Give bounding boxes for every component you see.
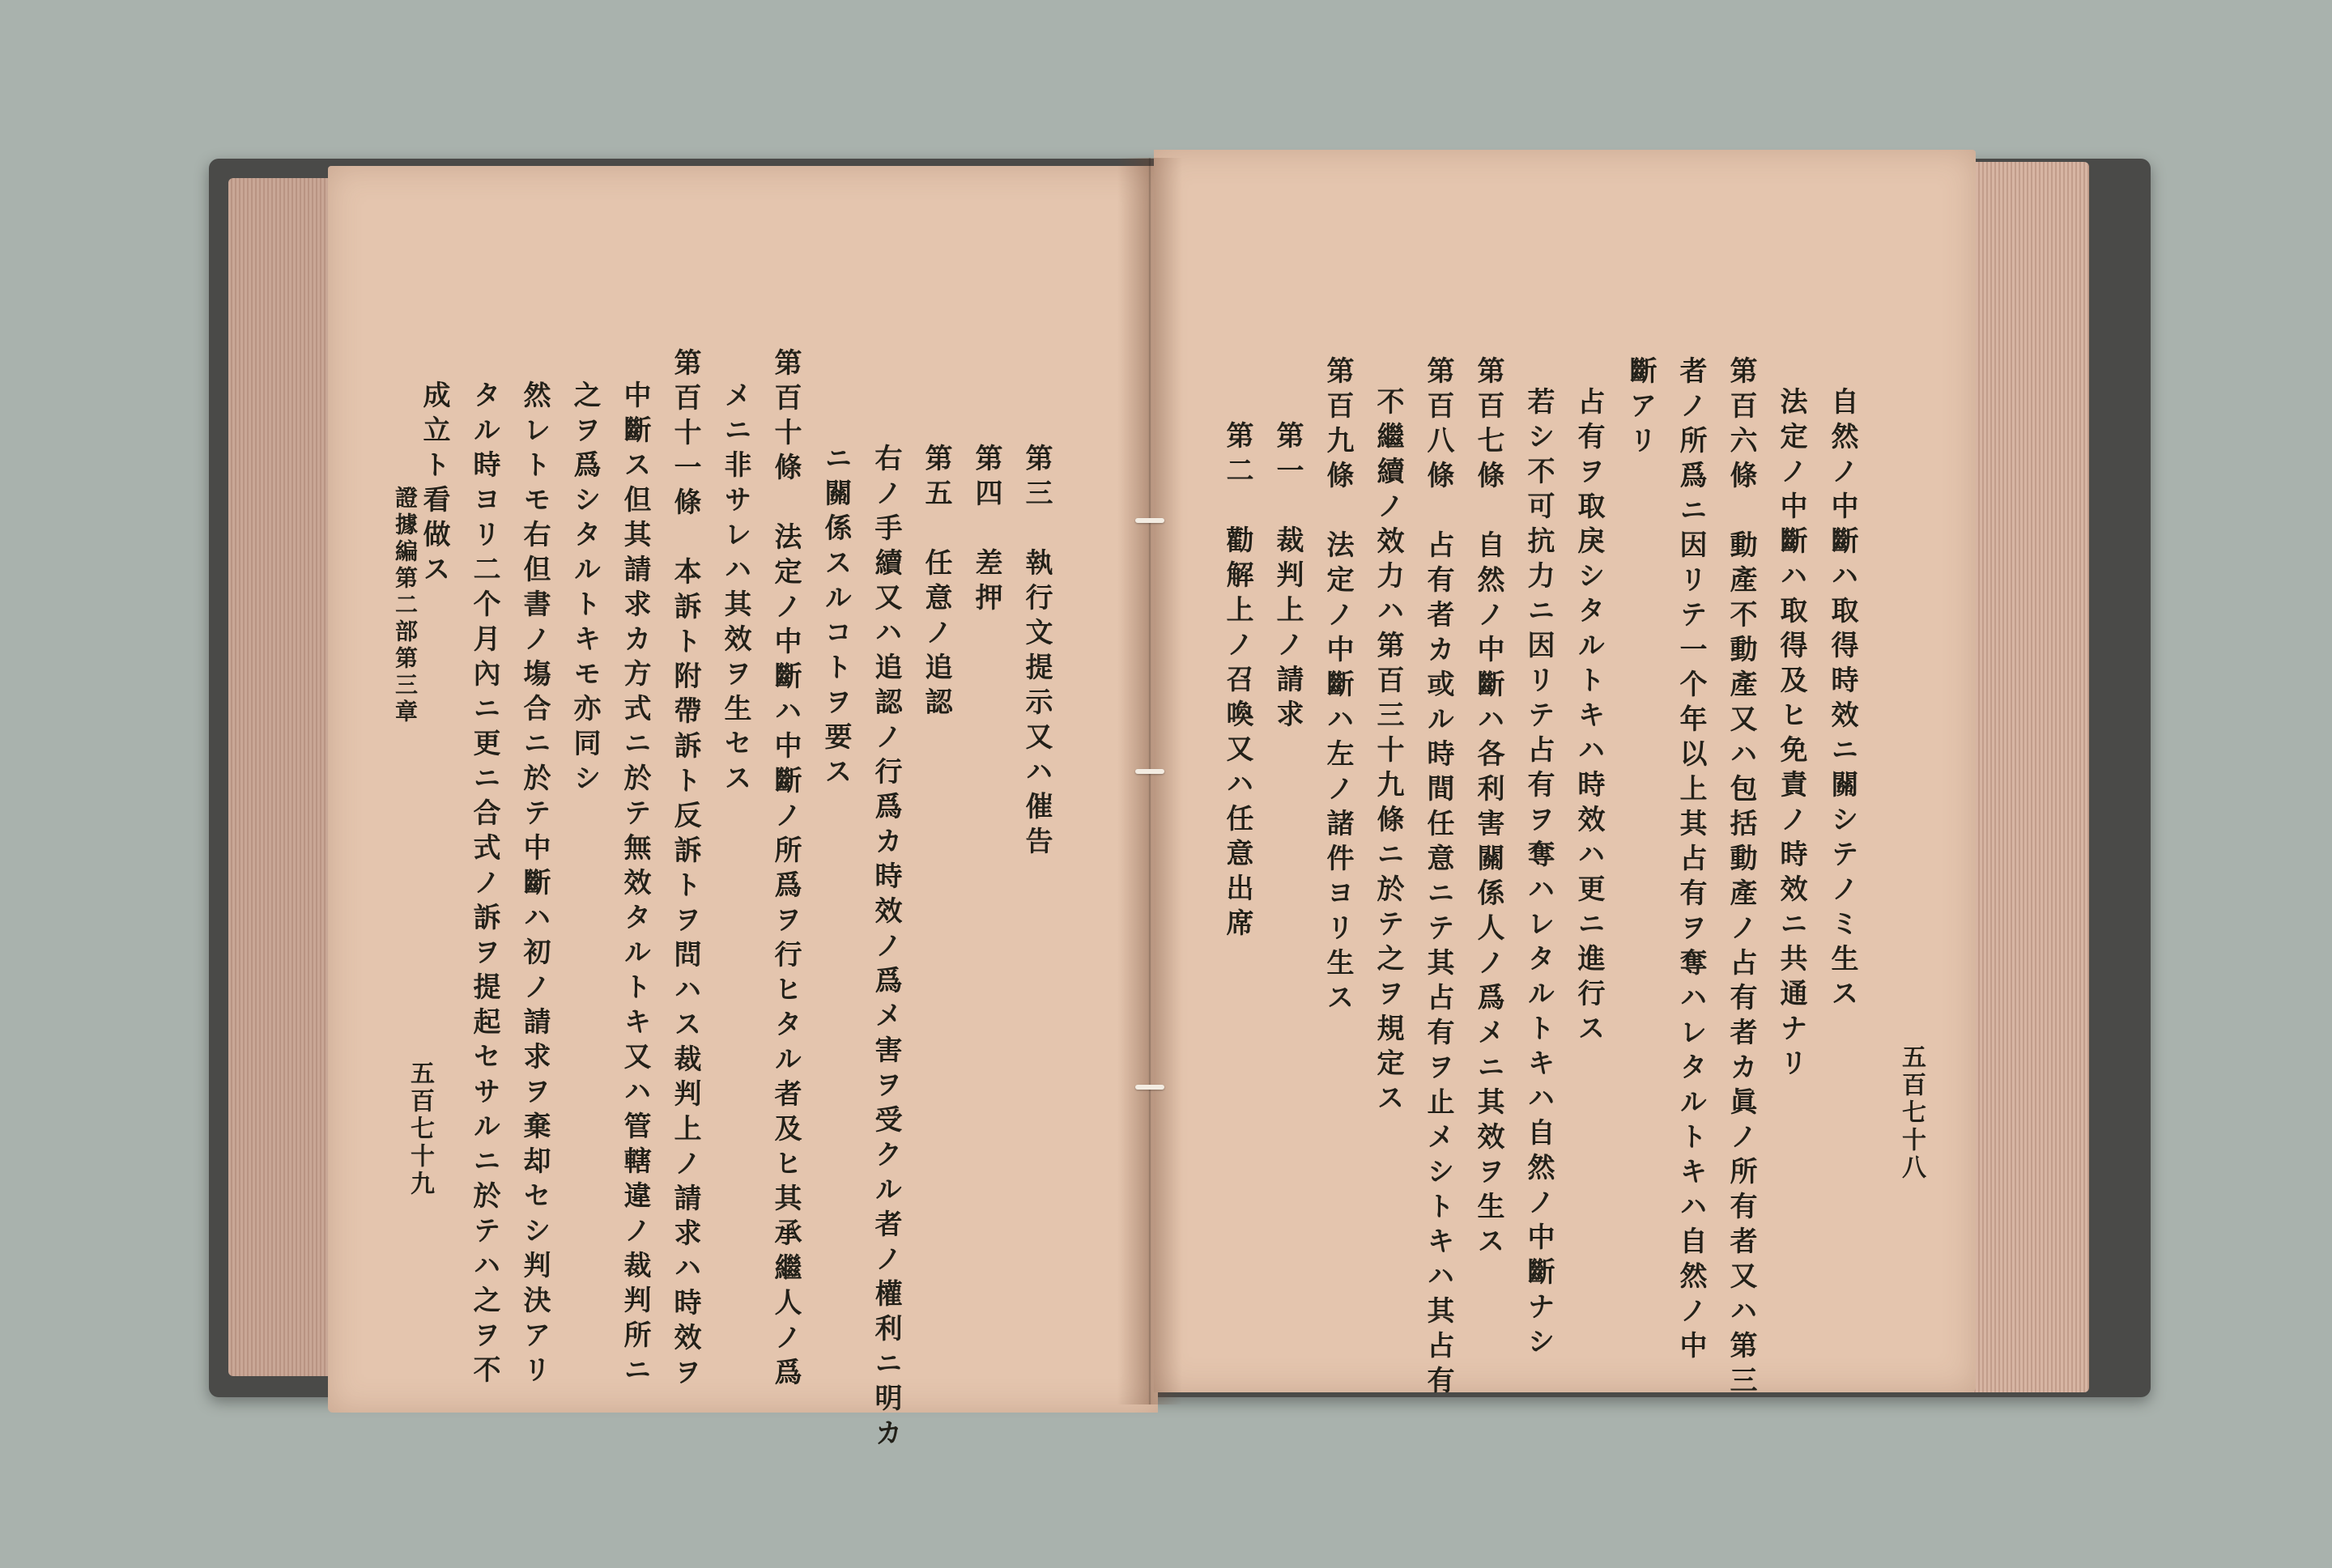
text-column: 自然ノ中斷ハ取得時效ニ關シテノミ生ス: [1826, 387, 1858, 1013]
text-column: 占有ヲ取戾シタルトキハ時效ハ更ニ進行ス: [1572, 387, 1605, 1048]
text-column: 然レトモ右但書ノ塲合ニ於テ中斷ハ初ノ請求ヲ棄却セシ判決アリ: [518, 380, 551, 1390]
text-column: 者ノ所爲ニ因リテ一个年以上其占有ヲ奪ハレタルトキハ自然ノ中: [1675, 356, 1707, 1366]
book-gutter: [1117, 158, 1182, 1404]
text-column: 之ヲ爲シタルトキモ亦同シ: [568, 380, 601, 798]
text-column: 法定ノ中斷ハ取得及ヒ免責ノ時效ニ共通ナリ: [1775, 387, 1807, 1083]
text-column: 第百十一條 本訴ト附帶訴ト反訴トヲ問ハス裁判上ノ請求ハ時效ヲ: [669, 348, 701, 1392]
binding-stitch: [1135, 518, 1164, 523]
text-column: 第一 裁判上ノ請求: [1271, 421, 1304, 734]
text-column: 第二 勸解上ノ召喚又ハ任意出席: [1221, 421, 1253, 943]
text-column: 中斷ス但其請求カ方式ニ於テ無效タルトキ又ハ管轄違ノ裁判所ニ: [619, 380, 651, 1390]
text-column: タル時ヨリ二个月內ニ更ニ合式ノ訴ヲ提起セサルニ於テハ之ヲ不: [468, 380, 500, 1390]
text-column: 第百七條 自然ノ中斷ハ各利害關係人ノ爲メニ其效ヲ生ス: [1472, 356, 1504, 1261]
text-column: メニ非サレハ其效ヲ生セス: [719, 380, 751, 798]
text-column: 第百十條 法定ノ中斷ハ中斷ノ所爲ヲ行ヒタル者及ヒ其承繼人ノ爲: [769, 348, 802, 1392]
text-column: 成立ト看做ス: [418, 380, 450, 589]
text-column: 第四 差押: [970, 444, 1002, 618]
text-column: 第百九條 法定ノ中斷ハ左ノ諸件ヨリ生ス: [1321, 356, 1354, 1018]
text-column: 第五 任意ノ追認: [920, 444, 952, 722]
running-head: 證據編第二部第三章: [392, 486, 419, 726]
text-column: 第百六條 動產不動產又ハ包括動產ノ占有者カ眞ノ所有者又ハ第三: [1725, 356, 1757, 1400]
binding-stitch: [1135, 769, 1164, 774]
left-page-number: 五百七十九: [406, 1060, 434, 1198]
binding-stitch: [1135, 1085, 1164, 1090]
text-column: 第百八條 占有者カ或ル時間任意ニテ其占有ヲ止メシトキハ其占有: [1422, 356, 1454, 1400]
text-column: 不繼續ノ效力ハ第百三十九條ニ於テ之ヲ規定ス: [1372, 387, 1404, 1118]
text-column: ニ關係スルコトヲ要ス: [819, 444, 852, 792]
right-page-number: 五百七十八: [1897, 1044, 1926, 1182]
text-column: 第三 執行文提示又ハ催告: [1020, 444, 1053, 861]
text-column: 右ノ手續又ハ追認ノ行爲カ時效ノ爲メ害ヲ受クル者ノ權利ニ明カ: [870, 444, 902, 1453]
text-column: 若シ不可抗力ニ因リテ占有ヲ奪ハレタルトキハ自然ノ中斷ナシ: [1522, 387, 1555, 1362]
text-column: 斷アリ: [1624, 356, 1657, 461]
